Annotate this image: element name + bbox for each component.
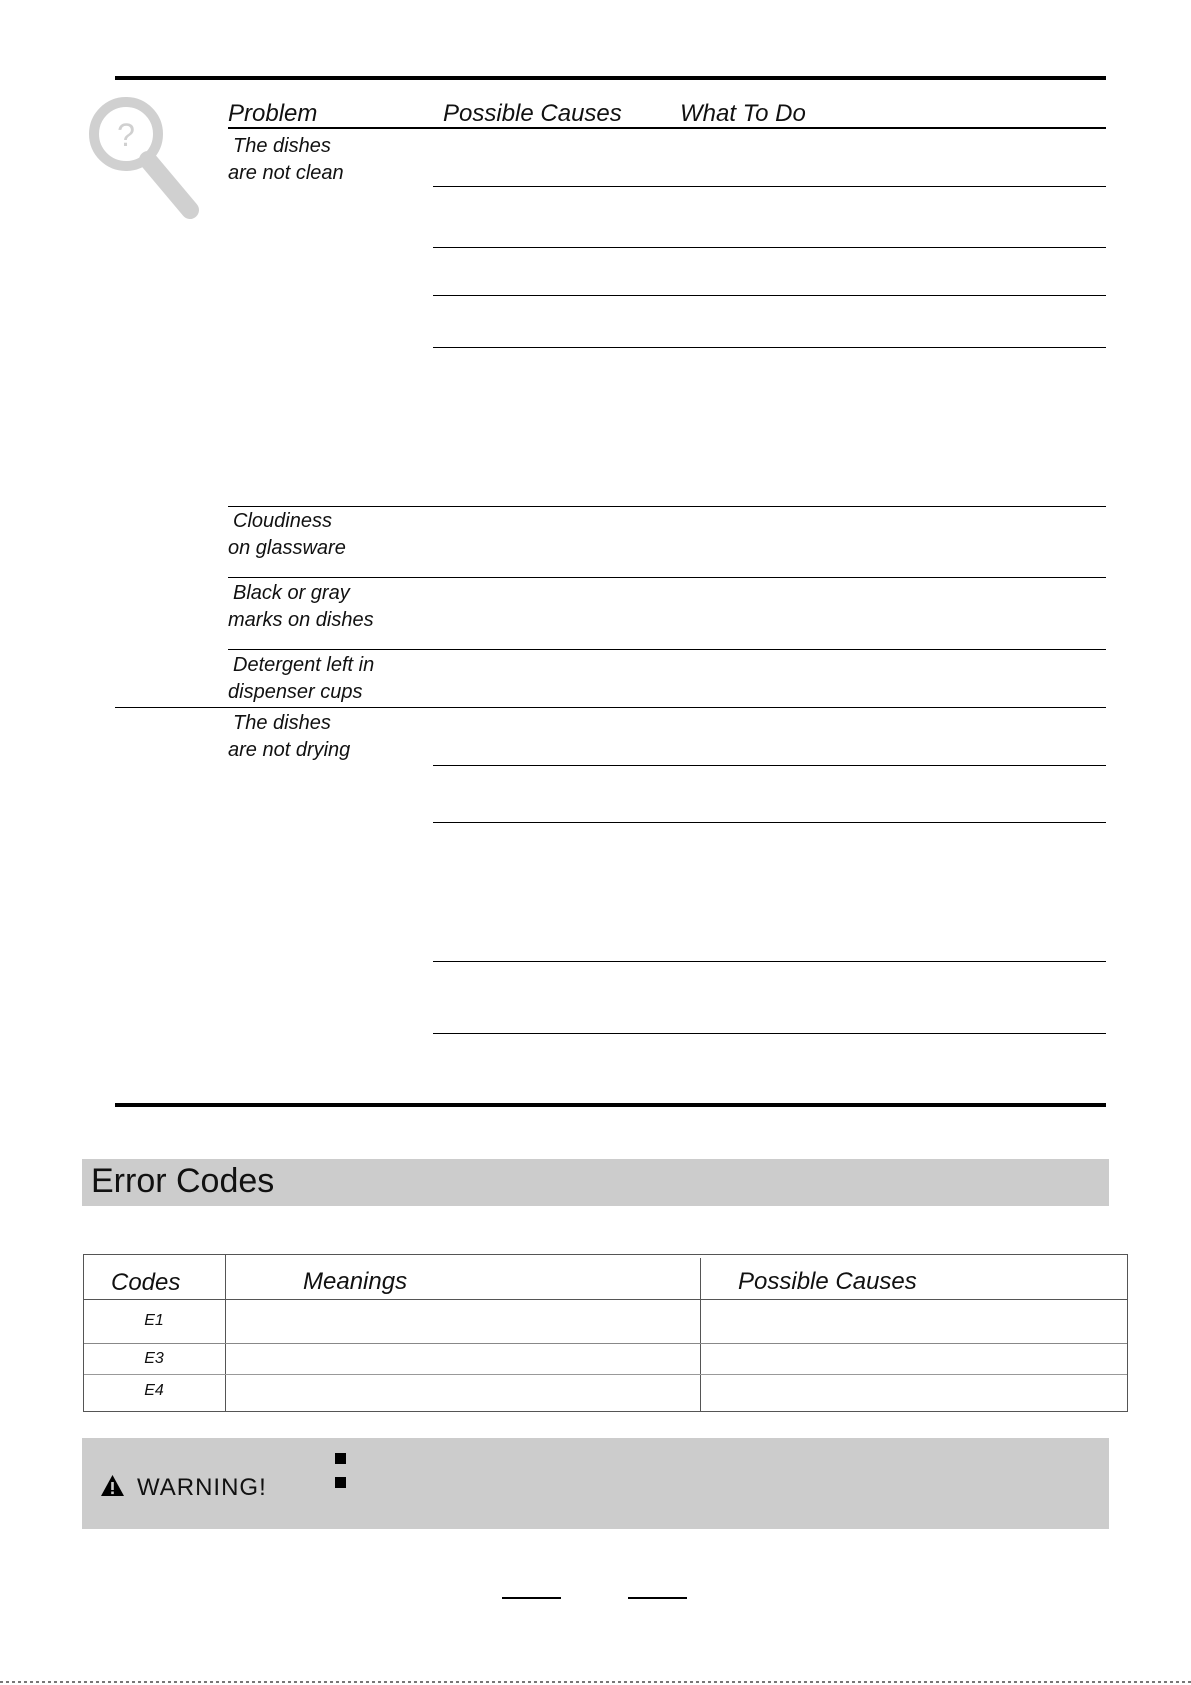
problem-line: Black or gray bbox=[233, 582, 350, 604]
error-codes-table bbox=[83, 1254, 1128, 1412]
cause-divider bbox=[433, 347, 1106, 348]
problem-divider bbox=[228, 577, 1106, 578]
problem-line: marks on dishes bbox=[228, 609, 374, 631]
bottom-dashed-edge bbox=[0, 1681, 1191, 1683]
problem-detergent-left bbox=[228, 652, 374, 706]
header-possible-causes-codes: Possible Causes bbox=[738, 1268, 917, 1295]
section-divider bbox=[115, 707, 1106, 708]
code-e3: E3 bbox=[144, 1350, 164, 1367]
cause-divider bbox=[433, 822, 1106, 823]
header-underline bbox=[228, 127, 1106, 129]
problem-black-gray-marks bbox=[228, 580, 374, 634]
cause-divider bbox=[433, 295, 1106, 296]
footer-line bbox=[502, 1597, 561, 1599]
header-codes: Codes bbox=[111, 1269, 181, 1296]
code-e4: E4 bbox=[144, 1382, 164, 1399]
code-e1: E1 bbox=[144, 1312, 164, 1329]
problem-line: The dishes bbox=[233, 135, 331, 157]
problem-line: on glassware bbox=[228, 537, 346, 559]
footer-line bbox=[628, 1597, 687, 1599]
square-bullet-icon bbox=[335, 1477, 346, 1488]
column-divider bbox=[700, 1258, 701, 1411]
problem-dishes-not-clean bbox=[228, 133, 344, 187]
error-codes-title: Error Codes bbox=[91, 1162, 275, 1200]
cause-divider bbox=[433, 186, 1106, 187]
problem-divider bbox=[228, 649, 1106, 650]
problem-divider bbox=[228, 506, 1106, 507]
header-what-to-do: What To Do bbox=[680, 100, 806, 127]
cause-divider bbox=[433, 765, 1106, 766]
problem-dishes-not-drying bbox=[228, 710, 350, 764]
column-divider bbox=[225, 1255, 226, 1411]
row-divider bbox=[84, 1299, 1127, 1300]
row-divider bbox=[84, 1343, 1127, 1344]
header-problem: Problem bbox=[228, 100, 318, 127]
svg-text:?: ? bbox=[117, 117, 135, 153]
warning-label: WARNING! bbox=[137, 1474, 267, 1501]
bottom-rule bbox=[115, 1103, 1106, 1107]
problem-line: dispenser cups bbox=[228, 681, 363, 703]
problem-line: Cloudiness bbox=[233, 510, 332, 532]
header-possible-causes: Possible Causes bbox=[443, 100, 622, 127]
warning-triangle-icon bbox=[100, 1474, 125, 1497]
problem-cloudiness bbox=[228, 508, 346, 562]
square-bullet-icon bbox=[335, 1453, 346, 1464]
cause-divider bbox=[433, 961, 1106, 962]
problem-line: The dishes bbox=[233, 712, 331, 734]
cause-divider bbox=[433, 247, 1106, 248]
problem-line: are not drying bbox=[228, 739, 351, 761]
problem-line: Detergent left in bbox=[233, 654, 375, 676]
problem-line: are not clean bbox=[228, 162, 344, 184]
top-rule bbox=[115, 76, 1106, 80]
header-meanings: Meanings bbox=[303, 1268, 408, 1295]
row-divider bbox=[84, 1374, 1127, 1375]
magnifying-glass-question-icon bbox=[86, 92, 206, 222]
cause-divider bbox=[433, 1033, 1106, 1034]
